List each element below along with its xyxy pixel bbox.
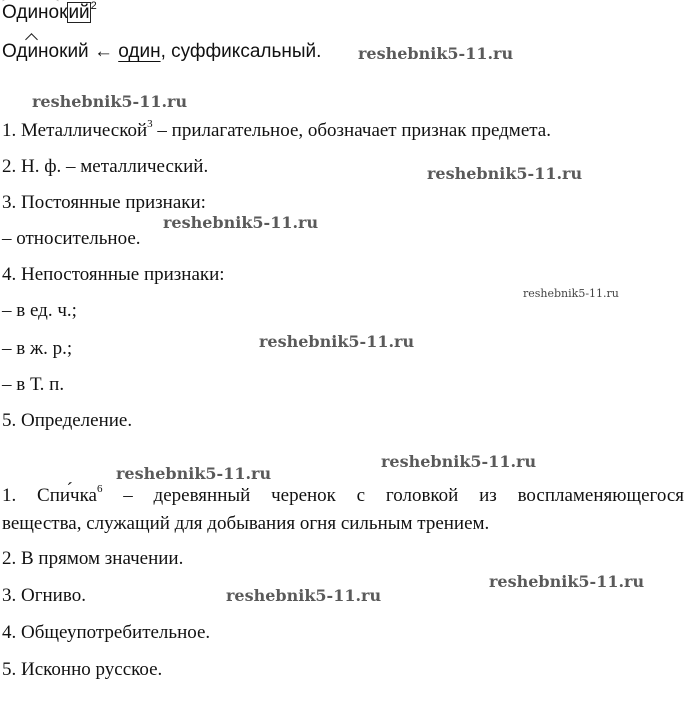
suffix-mark: Одино	[2, 41, 60, 62]
s2-line-5: 4. Общеупотребительное.	[2, 622, 211, 643]
watermark: reshebnik5-11.ru	[259, 332, 415, 351]
root-arc: Одино	[2, 2, 60, 23]
watermark: reshebnik5-11.ru	[489, 572, 645, 591]
suffix-ending-box: ий	[68, 2, 90, 23]
s2-line-1: 1. Спич $́ка^6$ – деревянный черенок с головкой из воспламеняющегося	[2, 485, 684, 509]
s2-line-3: 2. В прямом значении.	[2, 548, 184, 569]
watermark: reshebnik5-11.ru	[523, 287, 619, 300]
watermark: reshebnik5-11.ru	[116, 464, 272, 483]
morpheme-word: Одинокий$^2$	[2, 0, 97, 23]
s2-line-4: 3. Огниво.	[2, 585, 86, 606]
watermark: reshebnik5-11.ru	[381, 452, 537, 471]
s2-line-6: 5. Исконно русское.	[2, 659, 163, 680]
s1-line-2: 2. Н. ф. – металлический.	[2, 156, 209, 177]
watermark: reshebnik5-11.ru	[427, 164, 583, 183]
s2-line-2: вещества, служащий для добывания огня сильным трением.	[2, 513, 490, 534]
base-word: один	[118, 41, 161, 62]
s1-line-3: 3. Постоянные признаки:	[2, 192, 206, 213]
s1-line-4: – относительное.	[2, 228, 141, 249]
s1-line-5: 4. Непостоянные признаки:	[2, 264, 225, 285]
s1-line-8: – в Т. п.	[2, 374, 65, 395]
s1-line-1: 1. Металлической$^3$ – прилагательное, обозначает признак предмета.	[2, 118, 551, 141]
watermark: reshebnik5-11.ru	[32, 92, 188, 111]
s1-line-9: 5. Определение.	[2, 410, 133, 431]
watermark: reshebnik5-11.ru	[226, 586, 382, 605]
s1-line-6: – в ед. ч.;	[2, 300, 77, 321]
s1-line-7: – в ж. р.;	[2, 338, 73, 359]
footnote-mark: 2	[90, 0, 97, 12]
watermark: reshebnik5-11.ru	[358, 44, 514, 63]
watermark: reshebnik5-11.ru	[163, 213, 319, 232]
derivation-arrow: ←	[88, 41, 119, 62]
word-formation-line: Одинокий ← один, суффиксальный.	[2, 41, 322, 62]
